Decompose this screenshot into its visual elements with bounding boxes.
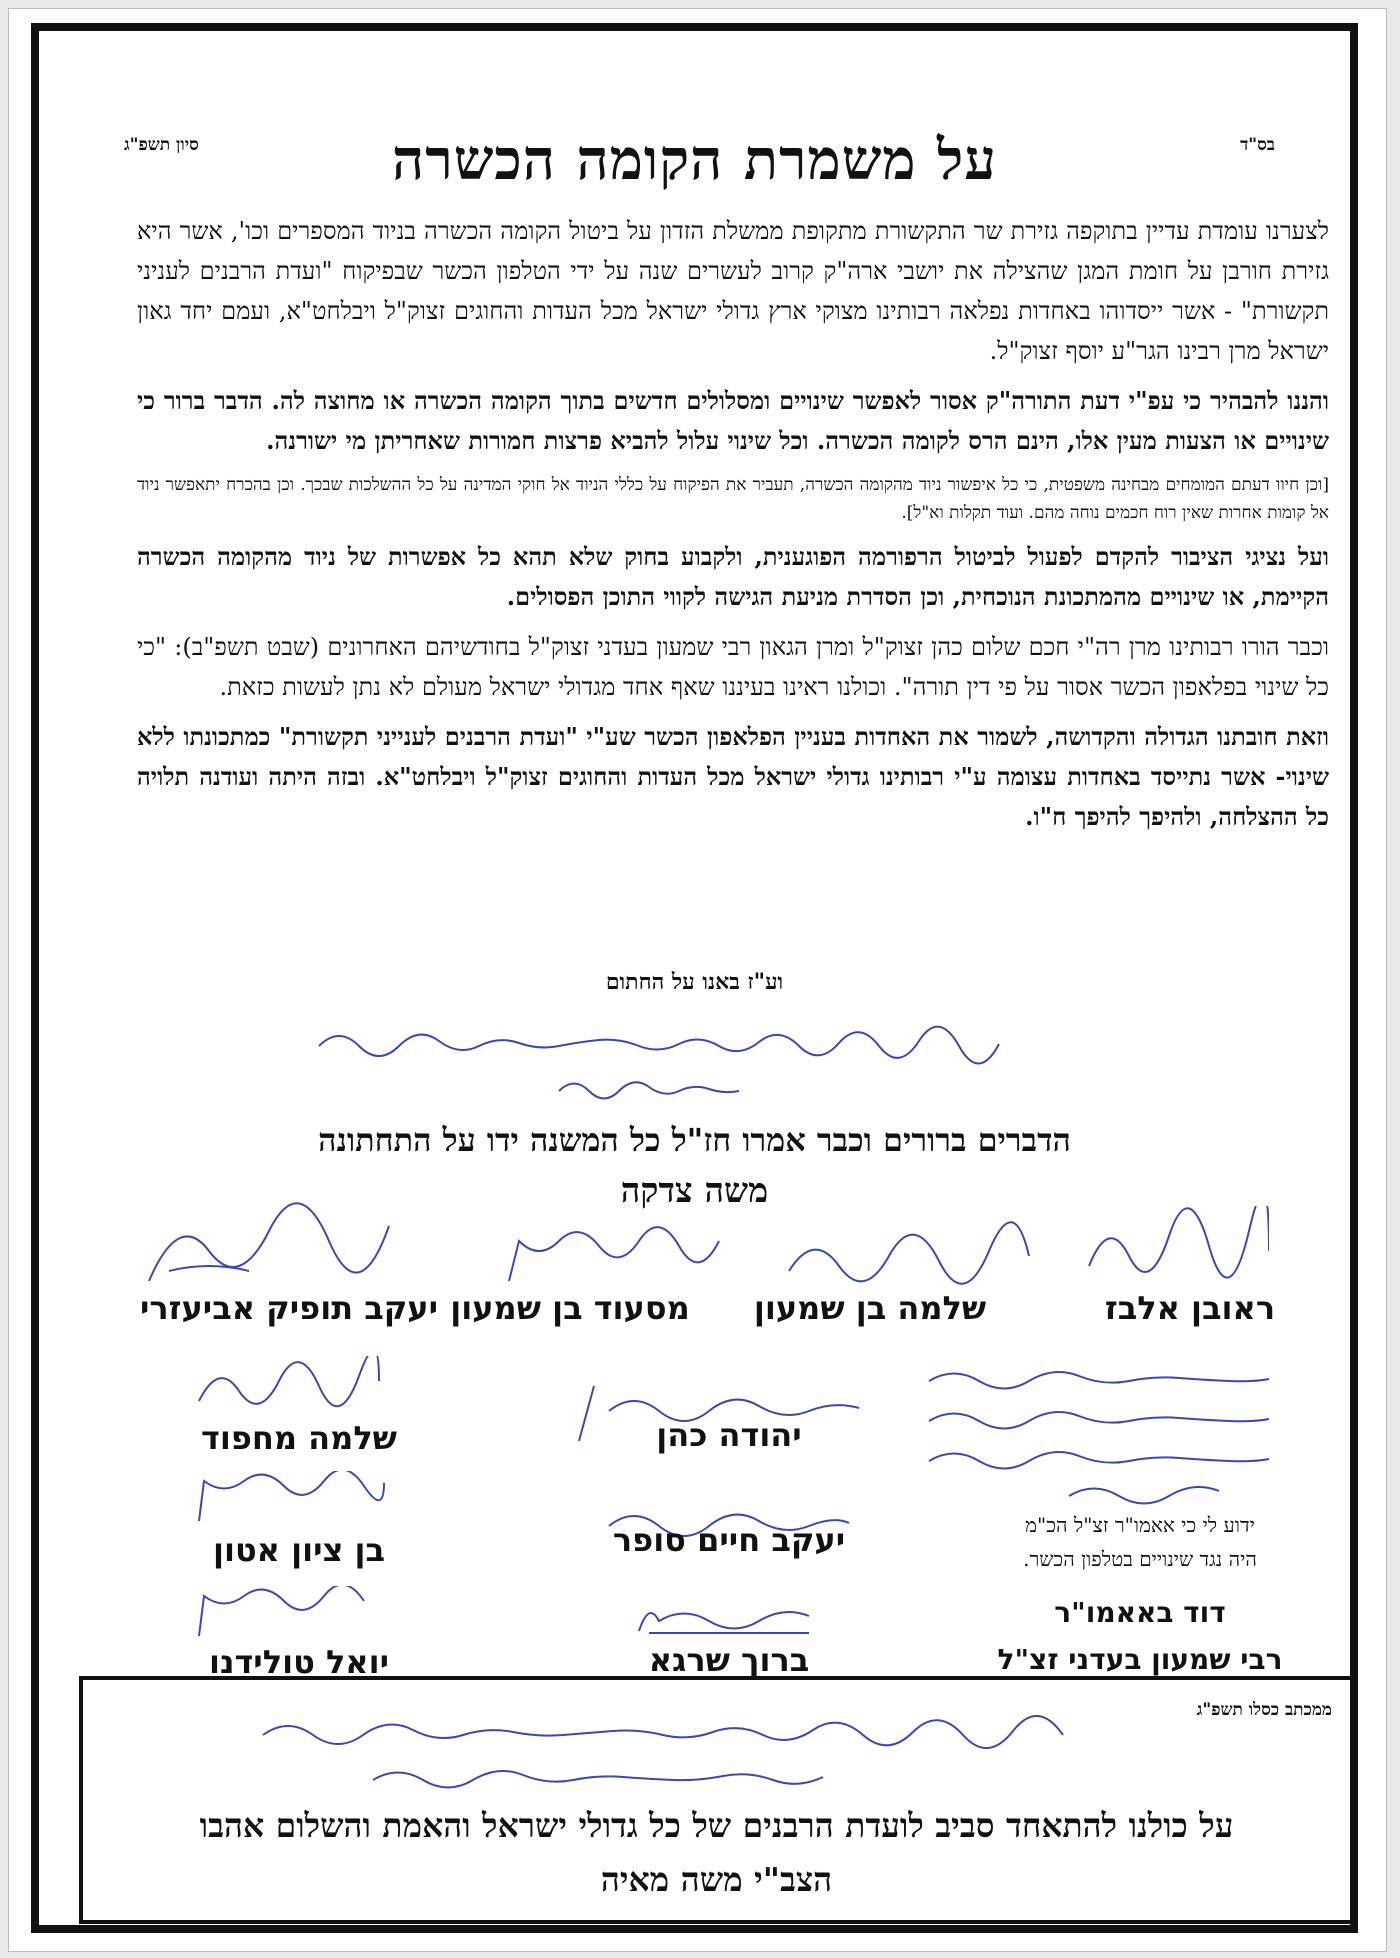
handwritten-note-scribble xyxy=(919,1356,1289,1506)
signatory-name: שלמה בן שמעון xyxy=(753,1289,987,1327)
paragraph-5: וכבר הורו רבותינו מרן רה"י חכם שלום כהן זצוק"ל ומרן הגאון רבי שמעון בעדני זצוק"ל בחודשיהם האחרונים (שבט תשפ"ב): "כי כל שינוי בפלאפון הכשר אסור על פי דין תורה". וכולנו ראינו בעיננו שאף אחד מגדולי ישראל מעולם לא נתן לעשות כזאת. xyxy=(137,633,1329,701)
quote-line-1: על כולנו להתאחד סביב לועדת הרבנים של כל גדולי ישראל והאמת והשלום אהבו xyxy=(199,1806,1234,1845)
signature-scribble xyxy=(629,1591,829,1641)
signature-scribble xyxy=(129,1201,409,1301)
signature-scribble xyxy=(779,1221,1039,1291)
paragraph-4: ועל נציגי הציבור להקדם לפעול לביטול הרפורמה הפוגענית, ולקבוע בחוק שלא תהא כל אפשרות של ניוד מהקומה הכשרה הקיימת, או שינויים מהמתכונת הנוכחית, וכן הסדרת מניעת הגישה לקווי התוכן הפסולים. xyxy=(137,542,1329,611)
bsd-mark: בס"ד xyxy=(1240,135,1275,155)
statement-signer: משה צדקה xyxy=(620,1171,769,1211)
handwritten-signature-scribble xyxy=(309,1006,1069,1116)
paragraph-2: והננו להבהיר כי עפ"י דעת התורה"ק אסור לאפשר שינויים ומסלולים חדשים בתוך הקומה הכשרה או מחוצה לה. הדבר ברור כי שינויים או הצעות מעין אלו, הינם הרס לקומה הכשרה. וכל שינוי עלול להביא פרצות חמורות שאחריתן מי ישורנה. xyxy=(137,386,1329,455)
signatory-name: מסעוד בן שמעון xyxy=(450,1289,690,1327)
signing-intro: וע"ז באנו על החתום xyxy=(605,969,784,995)
signature-scribble xyxy=(189,1356,389,1416)
quote-box xyxy=(79,1676,1354,1924)
signing-statement: הדברים ברורים וכבר אמרו חז"ל כל המשנה ידו על התחתונה xyxy=(318,1121,1071,1159)
signatory-name: יואל טולידנו xyxy=(209,1643,389,1681)
signatory-name: יהודה כהן xyxy=(656,1416,802,1454)
paragraph-1: לצערנו עומדת עדיין בתוקפה גזירת שר התקשורת מתקופת ממשלת הזדון על ביטול הקומה הכשרה בניוד המספרים וכו', אשר היא גזירת חורבן על חומת המגן שהצילה את יושבי ארה"ק קרוב לעשרים שנה על ידי הטלפון הכשר שבפיקוח "ועדת הרבנים לעניני תקשורת" - אשר ייסדוהו באחדות נפלאה רבותינו מצוקי ארץ גדולי ישראל מכל העדות והחוגים זצוק"ל ויבלחט"א, ועמם יחד גאון ישראל מרן רבינו הגר"ע יוסף זצוק"ל. xyxy=(137,217,1330,365)
note-line-1: ידוע לי כי אאמו"ר זצ"ל הכ"מ xyxy=(1025,1513,1255,1537)
signature-scribble xyxy=(499,1226,759,1296)
header-date: סיון תשפ"ג xyxy=(124,135,199,155)
signature-scribble xyxy=(189,1586,379,1646)
signatory-name: יעקב חיים סופר xyxy=(612,1521,846,1559)
quote-box-date: ממכתב כסלו תשפ"ג xyxy=(1196,1700,1332,1720)
note-signer-father: רבי שמעון בעדני זצ"ל xyxy=(997,1643,1283,1676)
paragraph-6: וזאת חובתנו הגדולה והקדושה, לשמור את האחדות בעניין הפלאפון הכשר שע"י "ועדת הרבנים לענייני תקשורת" כמתכונתו ללא שינוי- אשר נתייסד באחדות עצומה ע"י רבותינו גדולי ישראל מכל העדות והחוגים זצוק"ל ויבלחט"א. ובזה היתה ועודנה תלויה כל ההצלחה, ולהיפך להיפך ח"ו. xyxy=(137,722,1329,831)
signature-scribble xyxy=(189,1471,389,1531)
signatory-name: ברוך שרגא xyxy=(648,1641,810,1679)
signatory-name: בן ציון אטון xyxy=(212,1531,386,1569)
signatory-name: ראובן אלבז xyxy=(1104,1289,1276,1327)
handwritten-quote-scribble xyxy=(253,1705,1083,1805)
letter-frame xyxy=(31,23,1358,1933)
signatory-name: שלמה מחפוד xyxy=(201,1419,397,1457)
body-text xyxy=(137,211,1329,837)
note-line-2: היה נגד שינויים בטלפון הכשר. xyxy=(1023,1547,1257,1571)
signatory-name: יעקב תופיק אביעזרי xyxy=(139,1289,438,1327)
paragraph-3-bracket-note: [וכן חיוו דעתם המומחים מבחינה משפטית, כי כל איפשור ניוד מהקומה הכשרה, תעביר את הפיקוח על כללי הניוד אל חוקי המדינה על כל ההשלכות שבכך. וכן בהכרח יתאפשר ניוד אל קומות אחרות שאין רוח חכמים נוחה מהם. ועוד תקלות וא"ל]. xyxy=(137,475,1329,523)
quote-signer: הצב"י משה מאיה xyxy=(600,1860,833,1899)
page xyxy=(8,8,1387,1952)
signature-scribble xyxy=(1079,1206,1269,1286)
letter-title: על משמרת הקומה הכשרה xyxy=(392,127,997,193)
note-signer: דוד באאמו"ר xyxy=(1054,1596,1226,1629)
